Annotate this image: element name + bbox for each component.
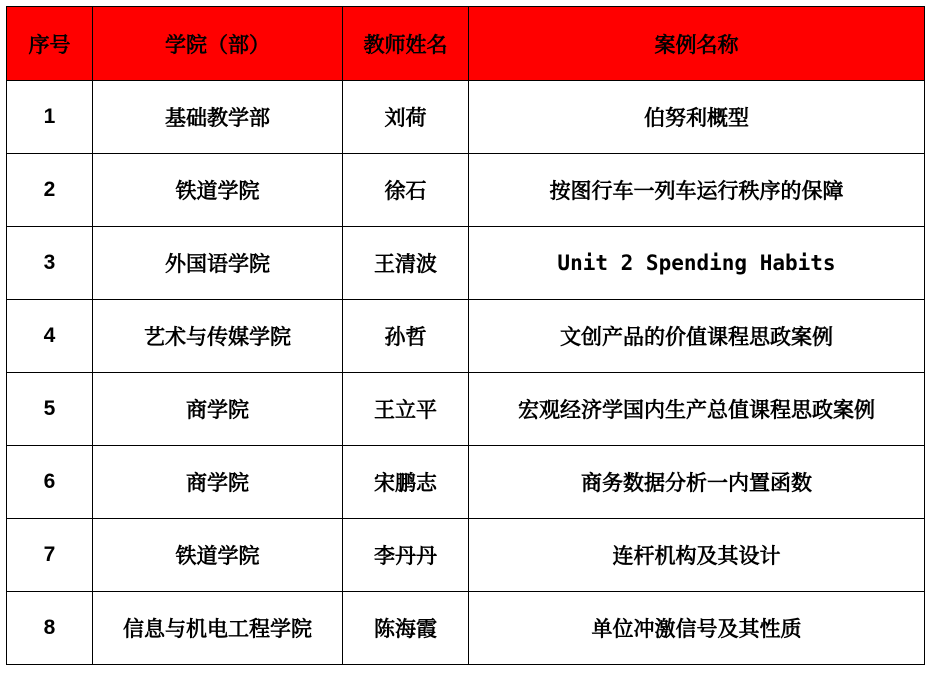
cell-case-name: 按图行车一列车运行秩序的保障 xyxy=(469,154,925,227)
header-index: 序号 xyxy=(7,7,93,81)
table-row xyxy=(7,446,925,519)
cell-department: 基础教学部 xyxy=(93,81,343,154)
cell-index: 3 xyxy=(7,227,93,300)
table-row xyxy=(7,373,925,446)
cell-case-name: 商务数据分析一内置函数 xyxy=(469,446,925,519)
header-department: 学院（部） xyxy=(93,7,343,81)
cell-department: 信息与机电工程学院 xyxy=(93,592,343,665)
cell-teacher: 徐石 xyxy=(343,154,469,227)
case-table xyxy=(6,6,925,665)
cell-case-name: 文创产品的价值课程思政案例 xyxy=(469,300,925,373)
header-row xyxy=(7,7,925,81)
cell-department: 铁道学院 xyxy=(93,154,343,227)
table-body xyxy=(7,81,925,665)
cell-case-name: 伯努利概型 xyxy=(469,81,925,154)
table-row xyxy=(7,227,925,300)
cell-index: 4 xyxy=(7,300,93,373)
cell-case-name: Unit 2 Spending Habits xyxy=(469,227,925,300)
cell-teacher: 孙哲 xyxy=(343,300,469,373)
cell-index: 5 xyxy=(7,373,93,446)
header-case-name: 案例名称 xyxy=(469,7,925,81)
table-row xyxy=(7,300,925,373)
table-header xyxy=(7,7,925,81)
cell-department: 商学院 xyxy=(93,446,343,519)
table-row xyxy=(7,519,925,592)
cell-department: 艺术与传媒学院 xyxy=(93,300,343,373)
cell-index: 2 xyxy=(7,154,93,227)
cell-teacher: 陈海霞 xyxy=(343,592,469,665)
cell-department: 外国语学院 xyxy=(93,227,343,300)
cell-index: 1 xyxy=(7,81,93,154)
cell-teacher: 刘荷 xyxy=(343,81,469,154)
cell-index: 7 xyxy=(7,519,93,592)
cell-teacher: 王立平 xyxy=(343,373,469,446)
cell-case-name: 单位冲激信号及其性质 xyxy=(469,592,925,665)
cell-index: 8 xyxy=(7,592,93,665)
table-row xyxy=(7,592,925,665)
cell-teacher: 王清波 xyxy=(343,227,469,300)
cell-case-name: 宏观经济学国内生产总值课程思政案例 xyxy=(469,373,925,446)
cell-department: 商学院 xyxy=(93,373,343,446)
header-teacher: 教师姓名 xyxy=(343,7,469,81)
cell-case-name: 连杆机构及其设计 xyxy=(469,519,925,592)
cell-index: 6 xyxy=(7,446,93,519)
table-row xyxy=(7,154,925,227)
cell-teacher: 李丹丹 xyxy=(343,519,469,592)
cell-teacher: 宋鹏志 xyxy=(343,446,469,519)
cell-department: 铁道学院 xyxy=(93,519,343,592)
table-row xyxy=(7,81,925,154)
